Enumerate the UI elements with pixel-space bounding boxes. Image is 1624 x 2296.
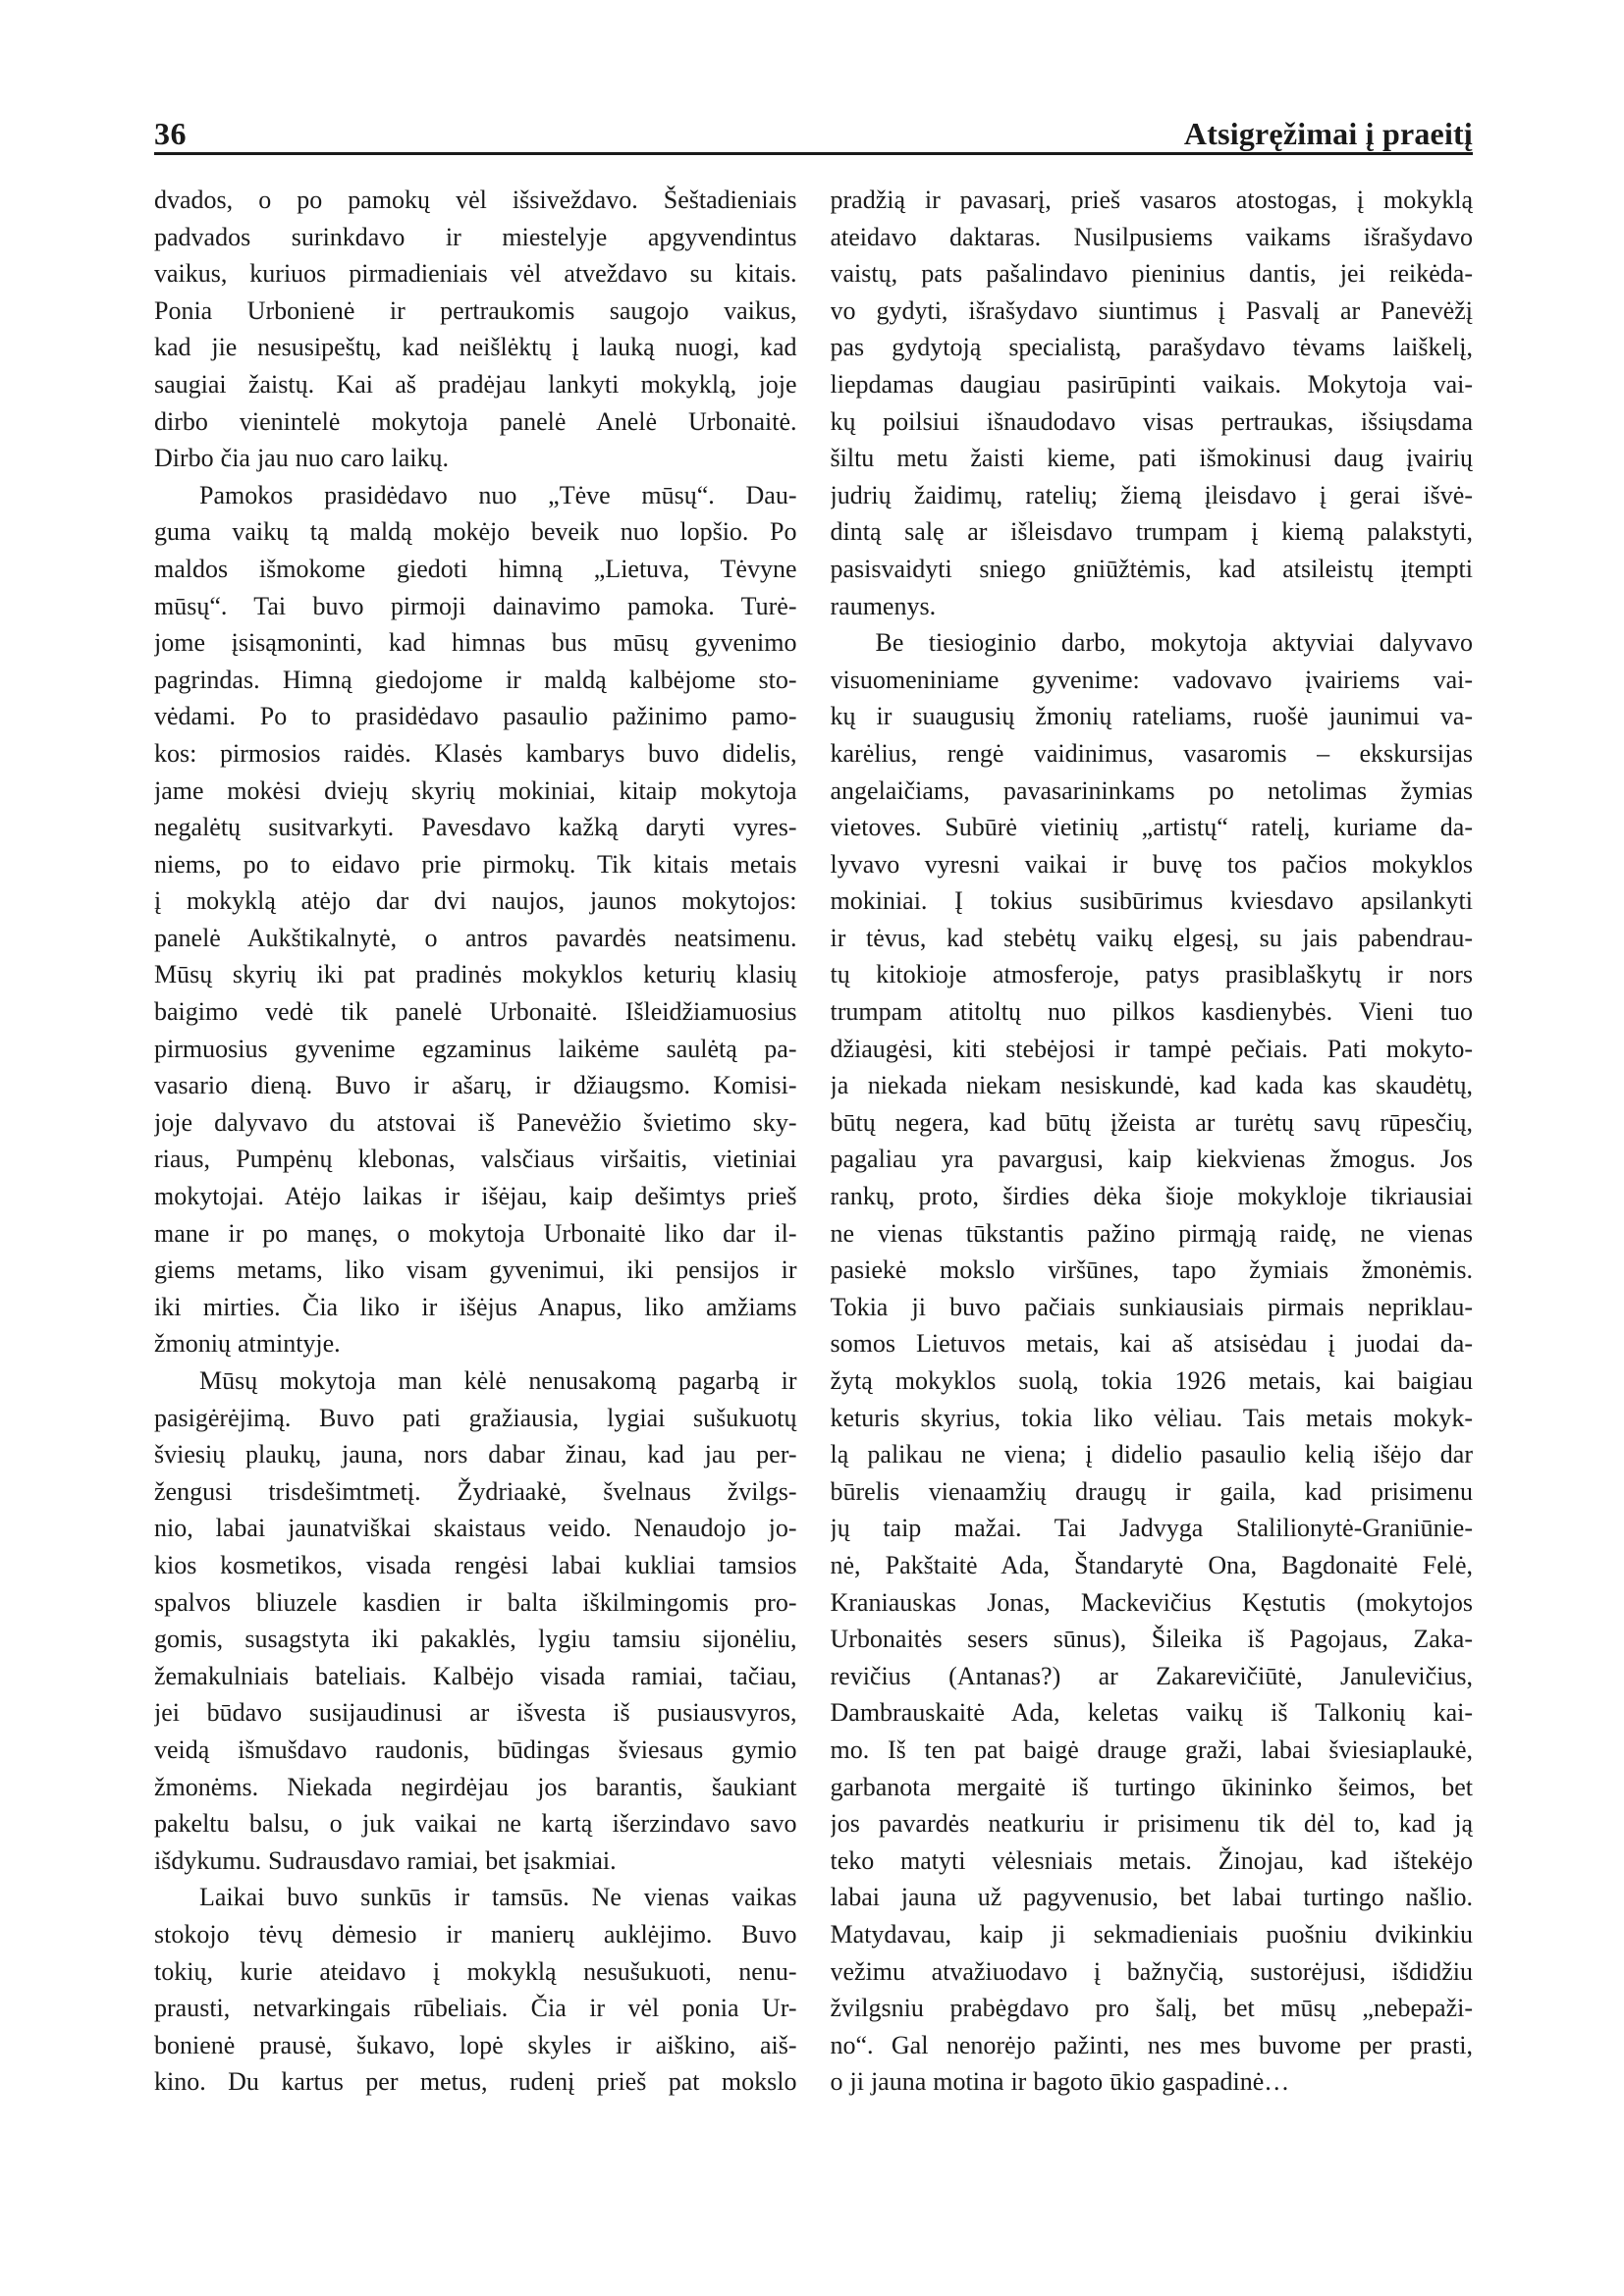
text-line: panelė Aukštikalnytė, o antros pavardės neatsimenu.: [154, 923, 797, 952]
text-line: vežimu atvažiuodavo į bažnyčią, sustorėjusi, išdidžiu: [830, 1956, 1473, 1986]
text-line: vietoves. Subūrė vietinių „artistų“ ratelį, kuriame da-: [830, 813, 1473, 842]
text-line: džiaugėsi, kiti stebėjosi ir tampė pečiais. Pati mokyto-: [830, 1034, 1473, 1063]
text-line: lyvavo vyresni vaikai ir buvę tos pačios mokyklos: [830, 849, 1473, 879]
text-line: mane ir po manęs, o mokytoja Urbonaitė liko dar il-: [154, 1218, 797, 1248]
text-line: jos pavardės neatkuriu ir prisimenu tik dėl to, kad ją: [830, 1809, 1473, 1839]
text-line: pasigėrėjimą. Buvo pati gražiausia, lygiai sušukuotų: [154, 1403, 797, 1432]
text-line: iki mirties. Čia liko ir išėjus Anapus, liko amžiams: [154, 1292, 797, 1321]
text-line: pagaliau yra pavargusi, kaip kiekvienas žmogus. Jos: [830, 1145, 1473, 1174]
text-line: giems metams, liko visam gyvenimui, iki pensijos ir: [154, 1255, 797, 1285]
text-line: dvados, o po pamokų vėl išsiveždavo. Šeštadieniais: [154, 186, 797, 214]
text-line: judrių žaidimų, ratelių; žiemą įleisdavo į gerai išvė-: [830, 480, 1473, 509]
text-line: trumpam atitoltų nuo pilkos kasdienybės. Vieni tuo: [830, 997, 1473, 1027]
text-line: Ponia Urbonienė ir pertraukomis saugojo vaikus,: [154, 295, 797, 325]
text-line: Be tiesioginio darbo, mokytoja aktyviai dalyvavo: [875, 628, 1473, 658]
running-header-title: Atsigręžimai į praeitį: [1183, 116, 1473, 151]
text-line: guma vaikų tą maldą mokėjo beveik nuo lopšio. Po: [154, 517, 797, 547]
text-line: raumenys.: [830, 591, 937, 620]
text-line: karėlius, rengė vaidinimus, vasaromis – ekskursijas: [830, 738, 1473, 768]
text-line: jome įsisąmoninti, kad himnas bus mūsų gyvenimo: [154, 628, 797, 658]
text-line: būrelis vienaamžių draugų ir gaila, kad prisimenu: [830, 1476, 1473, 1506]
text-line: tokių, kurie ateidavo į mokyklą nesušukuoti, nenu-: [154, 1956, 797, 1986]
text-line: kad jie nesusipeštų, kad neišlėktų į lauką nuogi, kad: [154, 333, 797, 362]
text-line: Mūsų mokytoja man kėlė nenusakomą pagarbą ir: [199, 1366, 797, 1395]
text-line: kų ir suaugusių žmonių rateliams, ruošė jaunimui va-: [830, 702, 1473, 731]
text-line: no“. Gal nenorėjo pažinti, nes mes buvome per prasti,: [830, 2030, 1473, 2059]
text-line: pas gydytoją specialistą, parašydavo tėvams laiškelį,: [830, 333, 1473, 362]
column-right: [831, 182, 1474, 2101]
text-line: Kraniauskas Jonas, Mackevičius Kęstutis (mokytojos: [830, 1587, 1473, 1617]
text-line: spalvos bliuzele kasdien ir balta iškilmingomis pro-: [154, 1587, 797, 1617]
text-line: garbanota mergaitė iš turtingo ūkininko šeimos, bet: [830, 1772, 1473, 1801]
text-line: Dirbo čia jau nuo caro laikų.: [154, 444, 449, 473]
text-line: dintą salę ar išleisdavo trumpam į kiemą palakstyti,: [830, 517, 1473, 547]
text-line: šviesių plaukų, jauna, nors dabar žinau, kad jau per-: [154, 1440, 797, 1469]
text-line: jų taip mažai. Tai Jadvyga Stalilionytė-Graniūnie-: [830, 1514, 1473, 1543]
text-line: ne vienas tūkstantis pažino pirmąją raidę, ne vienas: [830, 1218, 1473, 1248]
text-line: labai jauna už pagyvenusio, bet labai turtingo našlio.: [830, 1883, 1473, 1912]
text-line: tų kitokioje atmosferoje, patys prasiblaškytų ir nors: [830, 960, 1473, 989]
text-line: mokytojai. Atėjo laikas ir išėjau, kaip dešimtys prieš: [154, 1182, 797, 1211]
text-columns: [154, 182, 1473, 2101]
text-line: somos Lietuvos metais, kai aš atsisėdau į juodai da-: [830, 1329, 1473, 1359]
text-line: vėdami. Po to prasidėdavo pasaulio pažinimo pamo-: [154, 702, 797, 731]
text-line: Mūsų skyrių iki pat pradinės mokyklos keturių klasių: [154, 960, 797, 989]
text-line: maldos išmokome giedoti himną „Lietuva, Tėvyne: [154, 554, 797, 583]
text-line: o ji jauna motina ir bagoto ūkio gaspadinė…: [830, 2067, 1290, 2097]
text-line: stokojo tėvų dėmesio ir manierų auklėjimo. Buvo: [154, 1919, 797, 1949]
text-line: riaus, Pumpėnų klebonas, valsčiaus viršaitis, vietiniai: [154, 1145, 797, 1174]
text-line: vo gydyti, išrašydavo siuntimus į Pasvalį ar Panevėžį: [830, 295, 1473, 325]
text-line: niems, po to eidavo prie pirmokų. Tik kitais metais: [154, 849, 797, 879]
text-line: vaistų, pats pašalindavo pieninius dantis, jei reikėda-: [830, 259, 1473, 289]
text-line: mo. Iš ten pat baigė drauge graži, labai šviesiaplaukė,: [830, 1735, 1473, 1764]
text-line: mokiniai. Į tokius susibūrimus kviesdavo apsilankyti: [830, 886, 1473, 916]
column-left: [154, 182, 797, 2101]
text-line: teko matyti vėlesniais metais. Žinojau, kad ištekėjo: [830, 1845, 1473, 1875]
text-line: revičius (Antanas?) ar Zakarevičiūtė, Janulevičius,: [830, 1661, 1473, 1690]
text-line: jame mokėsi dviejų skyrių mokiniai, kitaip mokytoja: [154, 775, 797, 805]
text-line: prausti, netvarkingais rūbeliais. Čia ir vėl ponia Ur-: [154, 1994, 797, 2023]
text-line: baigimo vedė tik panelė Urbonaitė. Išleidžiamuosius: [154, 997, 797, 1027]
text-line: pakeltu balsu, o juk vaikai ne kartą išerzindavo savo: [154, 1809, 797, 1839]
text-line: jei būdavo susijaudinusi ar išvesta iš pusiausvyros,: [154, 1698, 797, 1728]
text-line: nė, Pakštaitė Ada, Štandarytė Ona, Bagdonaitė Felė,: [830, 1550, 1473, 1579]
text-line: mūsų“. Tai buvo pirmoji dainavimo pamoka. Turė-: [154, 591, 797, 620]
text-line: žmonėms. Niekada negirdėjau jos barantis, šaukiant: [154, 1772, 797, 1801]
text-line: kino. Du kartus per metus, rudenį prieš pat mokslo: [154, 2067, 797, 2097]
text-line: dirbo vienintelė mokytoja panelė Anelė Urbonaitė.: [154, 406, 797, 436]
text-line: visuomeniniame gyvenime: vadovavo įvairiems vai-: [830, 665, 1473, 694]
text-line: veidą išmušdavo raudonis, būdingas šviesaus gymio: [154, 1735, 797, 1764]
page-number: 36: [154, 116, 187, 151]
text-line: pradžią ir pavasarį, prieš vasaros atostogas, į mokyklą: [830, 186, 1473, 214]
text-line: vaikus, kuriuos pirmadieniais vėl atveždavo su kitais.: [154, 259, 797, 289]
text-line: išdykumu. Sudrausdavo ramiai, bet įsakmiai.: [154, 1845, 617, 1875]
text-line: pasiekė mokslo viršūnes, tapo žymiais žmonėmis.: [830, 1255, 1473, 1285]
text-line: padvados surinkdavo ir miestelyje apgyvendintus: [154, 222, 797, 251]
text-line: žvilgsniu prabėgdavo pro šalį, bet mūsų „nebepaži-: [830, 1994, 1473, 2023]
text-line: žytą mokyklos suolą, tokia 1926 metais, kai baigiau: [830, 1366, 1473, 1395]
text-line: nio, labai jaunatviškai skaistaus veido. Nenaudojo jo-: [154, 1514, 797, 1543]
text-line: vasario dieną. Buvo ir ašarų, ir džiaugsmo. Komisi-: [154, 1071, 797, 1100]
text-line: būtų negera, kad būtų įžeista ar turėtų savų rūpesčių,: [830, 1107, 1473, 1137]
text-line: lą palikau ne viena; į didelio pasaulio kelią išėjo dar: [830, 1440, 1473, 1469]
text-line: saugiai žaistų. Kai aš pradėjau lankyti mokyklą, joje: [154, 369, 797, 399]
text-line: negalėtų susitvarkyti. Pavesdavo kažką daryti vyres-: [154, 813, 797, 842]
text-line: Urbonaitės sesers sūnus), Šileika iš Pagojaus, Zaka-: [830, 1625, 1473, 1654]
text-line: į mokyklą atėjo dar dvi naujos, jaunos mokytojos:: [154, 886, 797, 916]
text-line: keturis skyrius, tokia liko vėliau. Tais metais mokyk-: [830, 1403, 1473, 1432]
text-line: rankų, proto, širdies dėka šioje mokykloje tikriausiai: [830, 1182, 1473, 1211]
text-line: joje dalyvavo du atstovai iš Panevėžio švietimo sky-: [154, 1107, 797, 1137]
text-line: žemakulniais bateliais. Kalbėjo visada ramiai, tačiau,: [154, 1661, 797, 1690]
text-line: žengusi trisdešimtmetį. Žydriaakė, švelnaus žvilgs-: [154, 1476, 797, 1506]
text-line: ateidavo daktaras. Nusilpusiems vaikams išrašydavo: [830, 222, 1473, 251]
text-line: pagrindas. Himną giedojome ir maldą kalbėjome sto-: [154, 665, 797, 694]
running-header: [154, 106, 1473, 149]
text-line: Matydavau, kaip ji sekmadieniais puošniu dvikinkiu: [830, 1919, 1473, 1949]
text-line: šiltu metu žaisti kieme, pati išmokinusi daug įvairių: [830, 444, 1473, 473]
text-line: angelaičiams, pavasarininkams po netolimas žymias: [830, 775, 1473, 805]
text-line: kios kosmetikos, visada rengėsi labai kukliai tamsios: [154, 1550, 797, 1579]
text-line: liepdamas daugiau pasirūpinti vaikais. Mokytoja vai-: [830, 369, 1473, 399]
text-line: ja niekada niekam nesiskundė, kad kada kas skaudėtų,: [830, 1071, 1473, 1100]
text-line: pirmuosius gyvenime egzaminus laikėme saulėtą pa-: [154, 1034, 797, 1063]
text-line: Pamokos prasidėdavo nuo „Tėve mūsų“. Dau-: [199, 480, 797, 509]
text-line: pasisvaidyti sniego gniūžtėmis, kad atsileistų įtempti: [830, 554, 1473, 583]
text-line: kų poilsiui išnaudodavo visas pertraukas, išsiųsdama: [830, 406, 1473, 436]
text-line: Tokia ji buvo pačiais sunkiausiais pirmais nepriklau-: [830, 1292, 1473, 1321]
header-rule: [154, 152, 1473, 155]
text-line: žmonių atmintyje.: [154, 1329, 341, 1359]
text-line: gomis, susagstyta iki pakaklės, lygiu tamsiu sijonėliu,: [154, 1625, 797, 1654]
text-line: Laikai buvo sunkūs ir tamsūs. Ne vienas vaikas: [199, 1883, 797, 1912]
text-line: kos: pirmosios raidės. Klasės kambarys buvo didelis,: [154, 738, 797, 768]
text-line: Dambrauskaitė Ada, keletas vaikų iš Talkonių kai-: [830, 1698, 1473, 1728]
text-line: bonienė prausė, šukavo, lopė skyles ir aiškino, aiš-: [154, 2030, 797, 2059]
text-line: ir tėvus, kad stebėtų vaikų elgesį, su jais pabendrau-: [830, 923, 1473, 952]
